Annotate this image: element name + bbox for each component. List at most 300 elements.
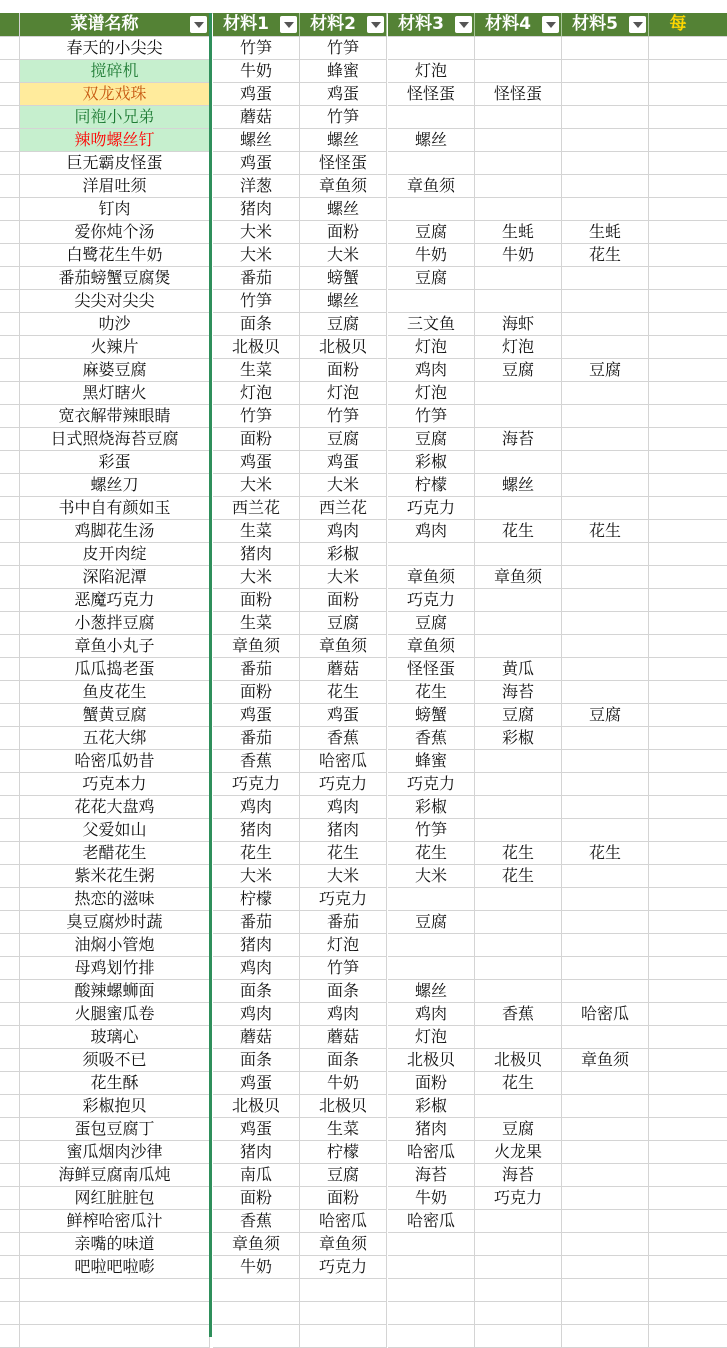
material-cell[interactable]: 豆腐 <box>475 704 562 727</box>
material-cell[interactable] <box>562 589 649 612</box>
material-cell[interactable] <box>475 1233 562 1256</box>
material-cell[interactable]: 灯泡 <box>388 382 475 405</box>
material-cell[interactable]: 蜂蜜 <box>388 750 475 773</box>
material-cell[interactable] <box>388 106 475 129</box>
extra-cell[interactable] <box>649 405 727 428</box>
material-cell[interactable]: 番茄 <box>300 911 387 934</box>
material-cell[interactable]: 面粉 <box>213 681 300 704</box>
material-cell[interactable] <box>475 957 562 980</box>
extra-cell[interactable] <box>649 773 727 796</box>
extra-cell[interactable] <box>649 1164 727 1187</box>
material-cell[interactable]: 竹笋 <box>213 405 300 428</box>
material-cell[interactable] <box>388 1256 475 1279</box>
material-cell[interactable]: 章鱼须 <box>388 566 475 589</box>
material-cell[interactable] <box>562 1026 649 1049</box>
material-cell[interactable]: 怪怪蛋 <box>475 83 562 106</box>
material-cell[interactable]: 豆腐 <box>475 359 562 382</box>
material-cell[interactable] <box>388 543 475 566</box>
material-cell[interactable] <box>562 1164 649 1187</box>
material-cell[interactable] <box>562 474 649 497</box>
extra-cell[interactable] <box>649 1003 727 1026</box>
material-cell[interactable] <box>562 60 649 83</box>
recipe-name-cell[interactable]: 哈密瓜奶昔 <box>20 750 210 773</box>
material-cell[interactable]: 面粉 <box>213 589 300 612</box>
material-cell[interactable]: 花生 <box>475 842 562 865</box>
extra-cell[interactable] <box>649 1141 727 1164</box>
material-cell[interactable] <box>562 796 649 819</box>
material-cell[interactable]: 生蚝 <box>562 221 649 244</box>
recipe-name-cell[interactable]: 巨无霸皮怪蛋 <box>20 152 210 175</box>
material-cell[interactable] <box>562 658 649 681</box>
recipe-name-cell[interactable] <box>20 1302 210 1325</box>
material-cell[interactable]: 豆腐 <box>475 1118 562 1141</box>
recipe-name-cell[interactable]: 章鱼小丸子 <box>20 635 210 658</box>
material-cell[interactable]: 海苔 <box>475 681 562 704</box>
recipe-name-cell[interactable]: 玻璃心 <box>20 1026 210 1049</box>
recipe-name-cell[interactable]: 瓜瓜捣老蛋 <box>20 658 210 681</box>
extra-cell[interactable] <box>649 589 727 612</box>
extra-cell[interactable] <box>649 819 727 842</box>
material-cell[interactable] <box>475 819 562 842</box>
material-cell[interactable] <box>475 267 562 290</box>
material-cell[interactable] <box>475 497 562 520</box>
material-cell[interactable] <box>388 1279 475 1302</box>
material-cell[interactable] <box>475 405 562 428</box>
material-cell[interactable] <box>562 1256 649 1279</box>
extra-cell[interactable] <box>649 681 727 704</box>
material-cell[interactable] <box>213 1279 300 1302</box>
material-cell[interactable]: 番茄 <box>213 727 300 750</box>
recipe-name-cell[interactable]: 宽衣解带辣眼睛 <box>20 405 210 428</box>
recipe-name-cell[interactable]: 紫米花生粥 <box>20 865 210 888</box>
recipe-name-cell[interactable]: 黑灯瞎火 <box>20 382 210 405</box>
material-cell[interactable]: 竹笋 <box>213 37 300 60</box>
material-cell[interactable]: 北极贝 <box>300 1095 387 1118</box>
material-cell[interactable]: 豆腐 <box>300 612 387 635</box>
material-cell[interactable]: 生菜 <box>213 612 300 635</box>
material-cell[interactable]: 巧克力 <box>300 773 387 796</box>
material-cell[interactable] <box>562 1233 649 1256</box>
material-cell[interactable]: 鸡蛋 <box>213 1072 300 1095</box>
material-cell[interactable]: 面粉 <box>213 428 300 451</box>
material-cell[interactable] <box>475 1302 562 1325</box>
material-cell[interactable]: 北极贝 <box>388 1049 475 1072</box>
material-cell[interactable]: 豆腐 <box>388 911 475 934</box>
material-cell[interactable]: 灯泡 <box>475 336 562 359</box>
material-cell[interactable]: 怪怪蛋 <box>388 83 475 106</box>
material-cell[interactable] <box>562 336 649 359</box>
material-cell[interactable]: 鸡肉 <box>213 957 300 980</box>
material-cell[interactable]: 巧克力 <box>388 773 475 796</box>
material-cell[interactable]: 螺丝 <box>300 290 387 313</box>
material-cell[interactable]: 竹笋 <box>300 405 387 428</box>
material-cell[interactable] <box>475 911 562 934</box>
extra-cell[interactable] <box>649 566 727 589</box>
extra-cell[interactable] <box>649 704 727 727</box>
recipe-name-cell[interactable]: 蛋包豆腐丁 <box>20 1118 210 1141</box>
extra-cell[interactable] <box>649 612 727 635</box>
recipe-name-cell[interactable]: 书中自有颜如玉 <box>20 497 210 520</box>
material-cell[interactable]: 鸡蛋 <box>213 83 300 106</box>
recipe-name-cell[interactable]: 花花大盘鸡 <box>20 796 210 819</box>
filter-dropdown-icon[interactable] <box>367 16 384 33</box>
material-cell[interactable] <box>475 106 562 129</box>
material-cell[interactable]: 蜂蜜 <box>300 60 387 83</box>
material-cell[interactable] <box>562 980 649 1003</box>
material-cell[interactable]: 猪肉 <box>213 543 300 566</box>
material-cell[interactable]: 猪肉 <box>213 934 300 957</box>
material-cell[interactable]: 巧克力 <box>300 888 387 911</box>
extra-cell[interactable] <box>649 980 727 1003</box>
extra-cell[interactable] <box>649 635 727 658</box>
material-cell[interactable]: 螃蟹 <box>300 267 387 290</box>
recipe-name-cell[interactable]: 老醋花生 <box>20 842 210 865</box>
recipe-name-cell[interactable]: 彩椒抱贝 <box>20 1095 210 1118</box>
material-cell[interactable] <box>475 37 562 60</box>
material-cell[interactable] <box>562 1302 649 1325</box>
material-cell[interactable] <box>562 888 649 911</box>
material-cell[interactable]: 蘑菇 <box>213 1026 300 1049</box>
material-cell[interactable] <box>562 543 649 566</box>
material-cell[interactable]: 蘑菇 <box>213 106 300 129</box>
material-cell[interactable]: 面条 <box>213 980 300 1003</box>
material-cell[interactable]: 鸡蛋 <box>213 451 300 474</box>
material-cell[interactable]: 怪怪蛋 <box>300 152 387 175</box>
material-cell[interactable] <box>388 957 475 980</box>
material-cell[interactable]: 巧克力 <box>388 589 475 612</box>
material-cell[interactable]: 猪肉 <box>388 1118 475 1141</box>
extra-cell[interactable] <box>649 1302 727 1325</box>
material-cell[interactable]: 灯泡 <box>388 336 475 359</box>
filter-dropdown-icon[interactable] <box>190 16 207 33</box>
material-cell[interactable]: 鸡肉 <box>388 359 475 382</box>
material-cell[interactable] <box>388 1233 475 1256</box>
material-cell[interactable] <box>475 1256 562 1279</box>
recipe-name-cell[interactable]: 火腿蜜瓜卷 <box>20 1003 210 1026</box>
material-cell[interactable]: 海苔 <box>475 1164 562 1187</box>
material-cell[interactable] <box>562 1072 649 1095</box>
material-cell[interactable]: 鸡蛋 <box>300 83 387 106</box>
material-cell[interactable]: 火龙果 <box>475 1141 562 1164</box>
material-cell[interactable]: 灯泡 <box>300 934 387 957</box>
recipe-name-cell[interactable]: 恶魔巧克力 <box>20 589 210 612</box>
material-cell[interactable]: 牛奶 <box>388 244 475 267</box>
material-cell[interactable]: 章鱼须 <box>213 1233 300 1256</box>
material-cell[interactable] <box>562 635 649 658</box>
material-cell[interactable] <box>475 129 562 152</box>
material-cell[interactable]: 北极贝 <box>213 336 300 359</box>
material-cell[interactable]: 柠檬 <box>300 1141 387 1164</box>
material-cell[interactable]: 螺丝 <box>388 129 475 152</box>
recipe-name-cell[interactable]: 同袍小兄弟 <box>20 106 210 129</box>
material-cell[interactable]: 巧克力 <box>300 1256 387 1279</box>
material-cell[interactable] <box>562 1141 649 1164</box>
material-cell[interactable]: 豆腐 <box>388 612 475 635</box>
material-cell[interactable] <box>562 750 649 773</box>
extra-cell[interactable] <box>649 911 727 934</box>
material-cell[interactable] <box>475 980 562 1003</box>
material-cell[interactable]: 章鱼须 <box>213 635 300 658</box>
material-cell[interactable]: 花生 <box>475 1072 562 1095</box>
recipe-name-cell[interactable]: 洋眉吐须 <box>20 175 210 198</box>
material-cell[interactable]: 洋葱 <box>213 175 300 198</box>
extra-cell[interactable] <box>649 474 727 497</box>
material-cell[interactable]: 大米 <box>213 244 300 267</box>
filter-dropdown-icon[interactable] <box>542 16 559 33</box>
material-cell[interactable] <box>475 451 562 474</box>
material-cell[interactable] <box>562 198 649 221</box>
material-cell[interactable]: 鸡肉 <box>213 1003 300 1026</box>
material-cell[interactable]: 彩椒 <box>388 796 475 819</box>
material-cell[interactable]: 哈密瓜 <box>388 1210 475 1233</box>
material-cell[interactable]: 面条 <box>213 1049 300 1072</box>
material-cell[interactable] <box>562 152 649 175</box>
recipe-name-cell[interactable]: 网红脏脏包 <box>20 1187 210 1210</box>
extra-cell[interactable] <box>649 290 727 313</box>
extra-cell[interactable] <box>649 313 727 336</box>
recipe-name-cell[interactable]: 双龙戏珠 <box>20 83 210 106</box>
material-cell[interactable]: 大米 <box>213 474 300 497</box>
recipe-name-cell[interactable]: 皮开肉绽 <box>20 543 210 566</box>
recipe-name-cell[interactable]: 叻沙 <box>20 313 210 336</box>
material-cell[interactable]: 螺丝 <box>388 980 475 1003</box>
recipe-name-cell[interactable] <box>20 1279 210 1302</box>
extra-cell[interactable] <box>649 865 727 888</box>
recipe-name-cell[interactable]: 花生酥 <box>20 1072 210 1095</box>
material-cell[interactable] <box>475 750 562 773</box>
material-cell[interactable]: 彩椒 <box>388 1095 475 1118</box>
extra-cell[interactable] <box>649 796 727 819</box>
material-cell[interactable]: 大米 <box>300 474 387 497</box>
extra-cell[interactable] <box>649 267 727 290</box>
material-cell[interactable]: 竹笋 <box>388 405 475 428</box>
recipe-name-cell[interactable]: 鱼皮花生 <box>20 681 210 704</box>
material-cell[interactable]: 面条 <box>213 313 300 336</box>
material-cell[interactable]: 香蕉 <box>300 727 387 750</box>
material-cell[interactable] <box>475 1026 562 1049</box>
material-cell[interactable]: 北极贝 <box>475 1049 562 1072</box>
material-cell[interactable] <box>388 152 475 175</box>
material-cell[interactable]: 大米 <box>300 865 387 888</box>
extra-cell[interactable] <box>649 1049 727 1072</box>
material-cell[interactable]: 豆腐 <box>388 267 475 290</box>
material-cell[interactable]: 蘑菇 <box>300 658 387 681</box>
material-cell[interactable]: 哈密瓜 <box>300 750 387 773</box>
recipe-name-cell[interactable]: 父爱如山 <box>20 819 210 842</box>
recipe-name-cell[interactable]: 亲嘴的味道 <box>20 1233 210 1256</box>
extra-cell[interactable] <box>649 1095 727 1118</box>
material-cell[interactable] <box>562 865 649 888</box>
recipe-name-cell[interactable]: 巧克本力 <box>20 773 210 796</box>
material-cell[interactable] <box>475 290 562 313</box>
material-cell[interactable]: 彩椒 <box>475 727 562 750</box>
material-cell[interactable]: 海苔 <box>388 1164 475 1187</box>
material-cell[interactable] <box>562 428 649 451</box>
material-cell[interactable]: 鸡肉 <box>300 796 387 819</box>
material-cell[interactable] <box>475 934 562 957</box>
recipe-name-cell[interactable]: 日式照烧海苔豆腐 <box>20 428 210 451</box>
material-cell[interactable] <box>475 198 562 221</box>
material-cell[interactable]: 巧克力 <box>213 773 300 796</box>
material-cell[interactable]: 竹笋 <box>300 957 387 980</box>
material-cell[interactable] <box>475 612 562 635</box>
material-cell[interactable] <box>562 911 649 934</box>
extra-cell[interactable] <box>649 842 727 865</box>
material-cell[interactable] <box>300 1279 387 1302</box>
material-cell[interactable]: 面条 <box>300 980 387 1003</box>
recipe-name-cell[interactable]: 鲜榨哈密瓜汁 <box>20 1210 210 1233</box>
recipe-name-cell[interactable]: 酸辣螺蛳面 <box>20 980 210 1003</box>
material-cell[interactable]: 西兰花 <box>213 497 300 520</box>
material-cell[interactable]: 灯泡 <box>388 60 475 83</box>
recipe-name-cell[interactable]: 螺丝刀 <box>20 474 210 497</box>
material-cell[interactable]: 面粉 <box>300 359 387 382</box>
material-cell[interactable]: 螺丝 <box>213 129 300 152</box>
material-cell[interactable]: 竹笋 <box>213 290 300 313</box>
material-cell[interactable]: 大米 <box>213 221 300 244</box>
material-cell[interactable]: 豆腐 <box>300 428 387 451</box>
material-cell[interactable]: 北极贝 <box>300 336 387 359</box>
material-cell[interactable]: 花生 <box>300 681 387 704</box>
material-cell[interactable]: 灯泡 <box>213 382 300 405</box>
recipe-name-cell[interactable]: 春天的小尖尖 <box>20 37 210 60</box>
material-cell[interactable] <box>562 290 649 313</box>
extra-cell[interactable] <box>649 1233 727 1256</box>
material-cell[interactable] <box>475 1095 562 1118</box>
material-cell[interactable]: 哈密瓜 <box>300 1210 387 1233</box>
material-cell[interactable]: 大米 <box>213 865 300 888</box>
extra-cell[interactable] <box>649 198 727 221</box>
material-cell[interactable]: 牛奶 <box>300 1072 387 1095</box>
material-cell[interactable] <box>562 727 649 750</box>
header-recipe-name[interactable] <box>20 13 210 37</box>
recipe-name-cell[interactable]: 蟹黄豆腐 <box>20 704 210 727</box>
extra-cell[interactable] <box>649 750 727 773</box>
material-cell[interactable]: 竹笋 <box>300 37 387 60</box>
material-cell[interactable]: 章鱼须 <box>475 566 562 589</box>
material-cell[interactable]: 猪肉 <box>213 198 300 221</box>
material-cell[interactable]: 面粉 <box>300 1187 387 1210</box>
recipe-name-cell[interactable]: 深陷泥潭 <box>20 566 210 589</box>
filter-dropdown-icon[interactable] <box>629 16 646 33</box>
material-cell[interactable]: 南瓜 <box>213 1164 300 1187</box>
recipe-name-cell[interactable]: 臭豆腐炒时蔬 <box>20 911 210 934</box>
recipe-name-cell[interactable]: 蜜瓜烟肉沙律 <box>20 1141 210 1164</box>
extra-cell[interactable] <box>649 1187 727 1210</box>
extra-cell[interactable] <box>649 957 727 980</box>
extra-cell[interactable] <box>649 106 727 129</box>
material-cell[interactable]: 海苔 <box>475 428 562 451</box>
material-cell[interactable]: 香蕉 <box>475 1003 562 1026</box>
material-cell[interactable] <box>475 1210 562 1233</box>
material-cell[interactable]: 大米 <box>388 865 475 888</box>
material-cell[interactable]: 花生 <box>475 520 562 543</box>
extra-cell[interactable] <box>649 428 727 451</box>
material-cell[interactable] <box>562 612 649 635</box>
recipe-name-cell[interactable]: 彩蛋 <box>20 451 210 474</box>
material-cell[interactable] <box>388 934 475 957</box>
material-cell[interactable] <box>562 382 649 405</box>
material-cell[interactable] <box>388 1302 475 1325</box>
material-cell[interactable]: 章鱼须 <box>300 635 387 658</box>
material-cell[interactable]: 面粉 <box>388 1072 475 1095</box>
material-cell[interactable]: 章鱼须 <box>388 175 475 198</box>
material-cell[interactable]: 鸡肉 <box>300 520 387 543</box>
material-cell[interactable]: 香蕉 <box>388 727 475 750</box>
material-cell[interactable] <box>562 451 649 474</box>
material-cell[interactable]: 螺丝 <box>475 474 562 497</box>
material-cell[interactable]: 哈密瓜 <box>388 1141 475 1164</box>
material-cell[interactable]: 章鱼须 <box>300 1233 387 1256</box>
material-cell[interactable]: 花生 <box>475 865 562 888</box>
material-cell[interactable] <box>562 1187 649 1210</box>
material-cell[interactable]: 蘑菇 <box>300 1026 387 1049</box>
material-cell[interactable] <box>475 543 562 566</box>
material-cell[interactable]: 柠檬 <box>213 888 300 911</box>
material-cell[interactable]: 鸡蛋 <box>213 1118 300 1141</box>
material-cell[interactable]: 花生 <box>388 681 475 704</box>
material-cell[interactable]: 猪肉 <box>213 819 300 842</box>
material-cell[interactable]: 海虾 <box>475 313 562 336</box>
material-cell[interactable]: 竹笋 <box>388 819 475 842</box>
material-cell[interactable] <box>475 1279 562 1302</box>
recipe-name-cell[interactable]: 海鲜豆腐南瓜炖 <box>20 1164 210 1187</box>
extra-cell[interactable] <box>649 1118 727 1141</box>
material-cell[interactable]: 螺丝 <box>300 198 387 221</box>
material-cell[interactable]: 鸡蛋 <box>300 704 387 727</box>
material-cell[interactable]: 鸡肉 <box>300 1003 387 1026</box>
material-cell[interactable]: 面粉 <box>300 221 387 244</box>
extra-cell[interactable] <box>649 382 727 405</box>
material-cell[interactable] <box>562 1279 649 1302</box>
extra-cell[interactable] <box>649 1256 727 1279</box>
header-extra[interactable] <box>649 13 727 37</box>
material-cell[interactable]: 螃蟹 <box>388 704 475 727</box>
material-cell[interactable] <box>475 175 562 198</box>
material-cell[interactable]: 巧克力 <box>475 1187 562 1210</box>
material-cell[interactable]: 生蚝 <box>475 221 562 244</box>
material-cell[interactable]: 豆腐 <box>562 704 649 727</box>
material-cell[interactable] <box>475 888 562 911</box>
extra-cell[interactable] <box>649 520 727 543</box>
material-cell[interactable] <box>562 957 649 980</box>
material-cell[interactable]: 大米 <box>300 566 387 589</box>
material-cell[interactable] <box>562 175 649 198</box>
recipe-name-cell[interactable]: 辣吻螺丝钉 <box>20 129 210 152</box>
material-cell[interactable]: 鸡蛋 <box>213 152 300 175</box>
extra-cell[interactable] <box>649 451 727 474</box>
extra-cell[interactable] <box>649 497 727 520</box>
material-cell[interactable]: 豆腐 <box>388 221 475 244</box>
material-cell[interactable] <box>388 290 475 313</box>
material-cell[interactable] <box>562 1095 649 1118</box>
extra-cell[interactable] <box>649 175 727 198</box>
extra-cell[interactable] <box>649 727 727 750</box>
material-cell[interactable] <box>562 773 649 796</box>
extra-cell[interactable] <box>649 1210 727 1233</box>
material-cell[interactable]: 花生 <box>213 842 300 865</box>
header-material-3[interactable] <box>388 13 475 37</box>
header-material-1[interactable] <box>213 13 300 37</box>
recipe-name-cell[interactable]: 热恋的滋味 <box>20 888 210 911</box>
material-cell[interactable]: 章鱼须 <box>562 1049 649 1072</box>
material-cell[interactable]: 豆腐 <box>388 428 475 451</box>
material-cell[interactable] <box>388 37 475 60</box>
material-cell[interactable] <box>300 1302 387 1325</box>
material-cell[interactable]: 彩椒 <box>300 543 387 566</box>
header-material-5[interactable] <box>562 13 649 37</box>
material-cell[interactable]: 番茄 <box>213 267 300 290</box>
